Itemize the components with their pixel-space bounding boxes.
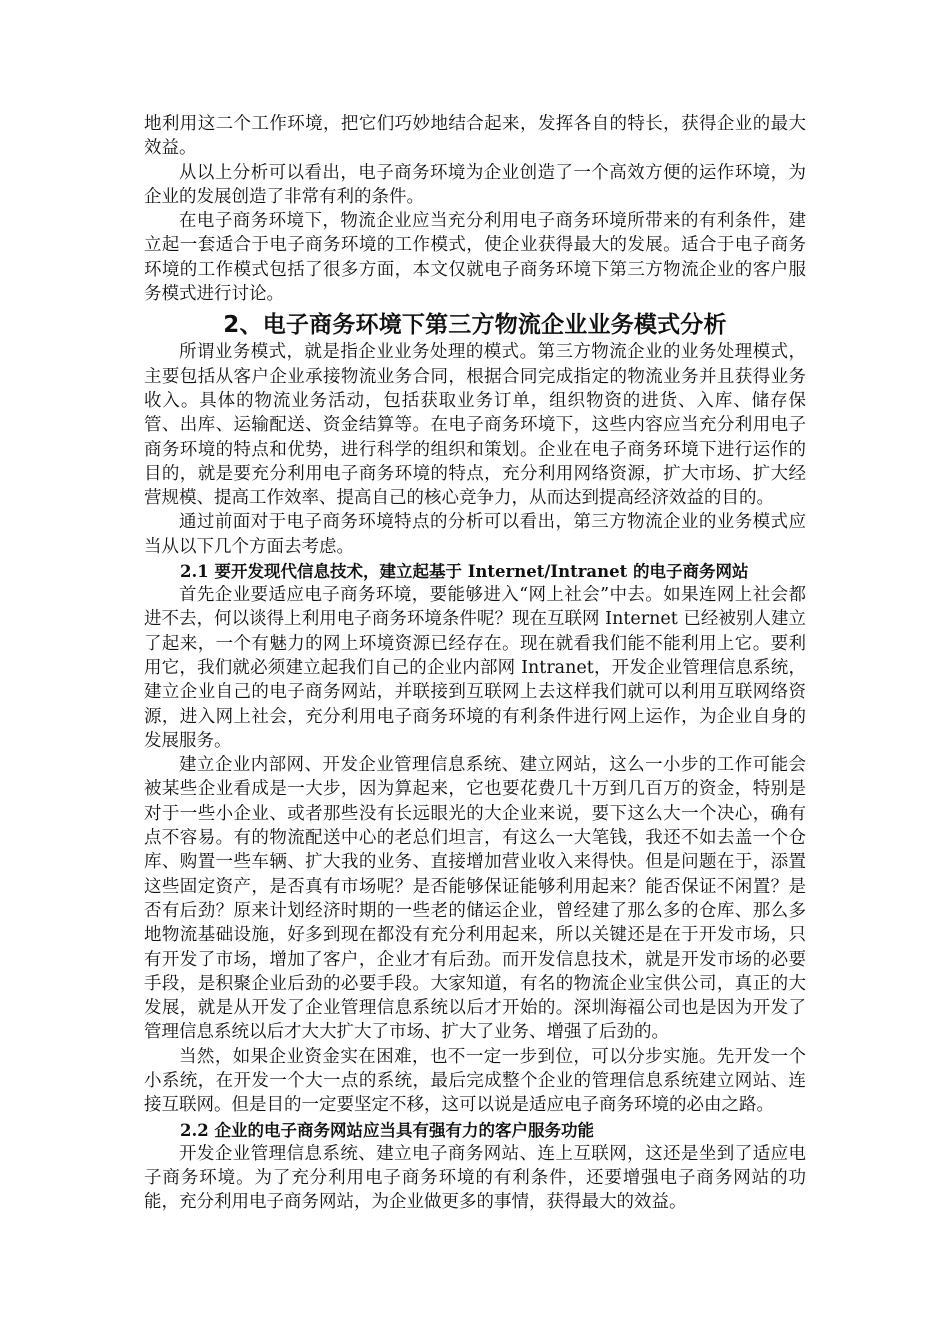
paragraph: 通过前面对于电子商务环境特点的分析可以看出，第三方物流企业的业务模式应当从以下几个方面去考虑。 bbox=[144, 512, 806, 557]
paragraph: 所谓业务模式，就是指企业业务处理的模式。第三方物流企业的业务处理模式，主要包括从客户企业承接物流业务合同，根据合同完成指定的物流业务并且获得业务收入。具体的物流业务活动，包括获取业务订单，组织物资的进货、入库、储存保管、出库、运输配送、资金结算等。在电子商务环境下，这些内容应当充分利用电子商务环境的特点和优势，进行科学的组织和策划。企业在电子商务环境下进行运作的目的，就是要充分利用电子商务环境的特点，充分利用网络资源，扩大市场、扩大经营规模、提高工作效率、提高自己的核心竞争力，从而达到提高经济效益的目的。 bbox=[144, 342, 806, 509]
document-page bbox=[144, 112, 806, 1214]
paragraph: 首先企业要适应电子商务环境，要能够进入“网上社会”中去。如果连网上社会都进不去，何以谈得上利用电子商务环境条件呢？现在互联网 Internet 已经被别人建立了起来，一个有魅力的网上环境资源已经存在。现在就看我们能不能利用上它。要利用它，我们就必须建立起我们自己的企业内部网 Intranet，开发企业管理信息系统，建立企业自己的电子商务网站，并联接到互联网上去这样我们就可以利用互联网络资源，进入网上社会，充分利用电子商务环境的有利条件进行网上运作，为企业自身的发展服务。 bbox=[144, 585, 806, 751]
paragraph: 开发企业管理信息系统、建立电子商务网站、连上互联网，这还是坐到了适应电子商务环境。为了充分利用电子商务环境的有利条件，还要增强电子商务网站的功能，充分利用电子商务网站，为企业做更多的事情，获得最大的效益。 bbox=[144, 1143, 806, 1213]
paragraph: 建立企业内部网、开发企业管理信息系统、建立网站，这么一小步的工作可能会被某些企业看成是一大步，因为算起来，它也要花费几十万到几百万的资金，特别是对于一些小企业、或者那些没有长远眼光的大企业来说，要下这么大一个决心，确有点不容易。有的物流配送中心的老总们坦言，有这么一大笔钱，我还不如去盖一个仓库、购置一些车辆、扩大我的业务、直接增加营业收入来得快。但是问题在于，添置这些固定资产，是否真有市场呢？是否能够保证能够利用起来？能否保证不闲置？是否有后劲？原来计划经济时期的一些老的储运企业，曾经建了那么多的仓库、那么多地物流基础设施，好多到现在都没有充分利用起来，所以关键还是在于开发市场，只有开发了市场，增加了客户，企业才有后劲。而开发信息技术，就是开发市场的必要手段，是积聚企业后劲的必要手段。大家知道，有名的物流企业宝供公司，真正的大发展，就是从开发了企业管理信息系统以后才开始的。深圳海福公司也是因为开发了管理信息系统以后才大大扩大了市场、扩大了业务、增强了后劲的。 bbox=[144, 755, 806, 1043]
paragraph: 从以上分析可以看出，电子商务环境为企业创造了一个高效方便的运作环境，为企业的发展创造了非常有利的条件。 bbox=[144, 162, 806, 207]
subsection-heading: 2.1 要开发现代信息技术，建立起基于 Internet/Intranet 的电子商务网站 bbox=[180, 562, 749, 582]
paragraph: 在电子商务环境下，物流企业应当充分利用电子商务环境所带来的有利条件，建立起一套适合于电子商务环境的工作模式，使企业获得最大的发展。适合于电子商务环境的工作模式包括了很多方面，本文仅就电子商务环境下第三方物流企业的客户服务模式进行讨论。 bbox=[144, 211, 806, 305]
section-heading: 2、电子商务环境下第三方物流企业业务模式分析 bbox=[223, 312, 727, 339]
paragraph-continuation: 地利用这二个工作环境，把它们巧妙地结合起来，发挥各自的特长，获得企业的最大效益。 bbox=[144, 114, 806, 159]
paragraph: 当然，如果企业资金实在困难，也不一定一步到位，可以分步实施。先开发一个小系统，在开发一个大一点的系统，最后完成整个企业的管理信息系统建立网站、连接互联网。但是目的一定要坚定不移，这可以说是适应电子商务环境的必由之路。 bbox=[144, 1046, 806, 1116]
subsection-heading: 2.2 企业的电子商务网站应当具有强有力的客户服务功能 bbox=[180, 1120, 594, 1140]
